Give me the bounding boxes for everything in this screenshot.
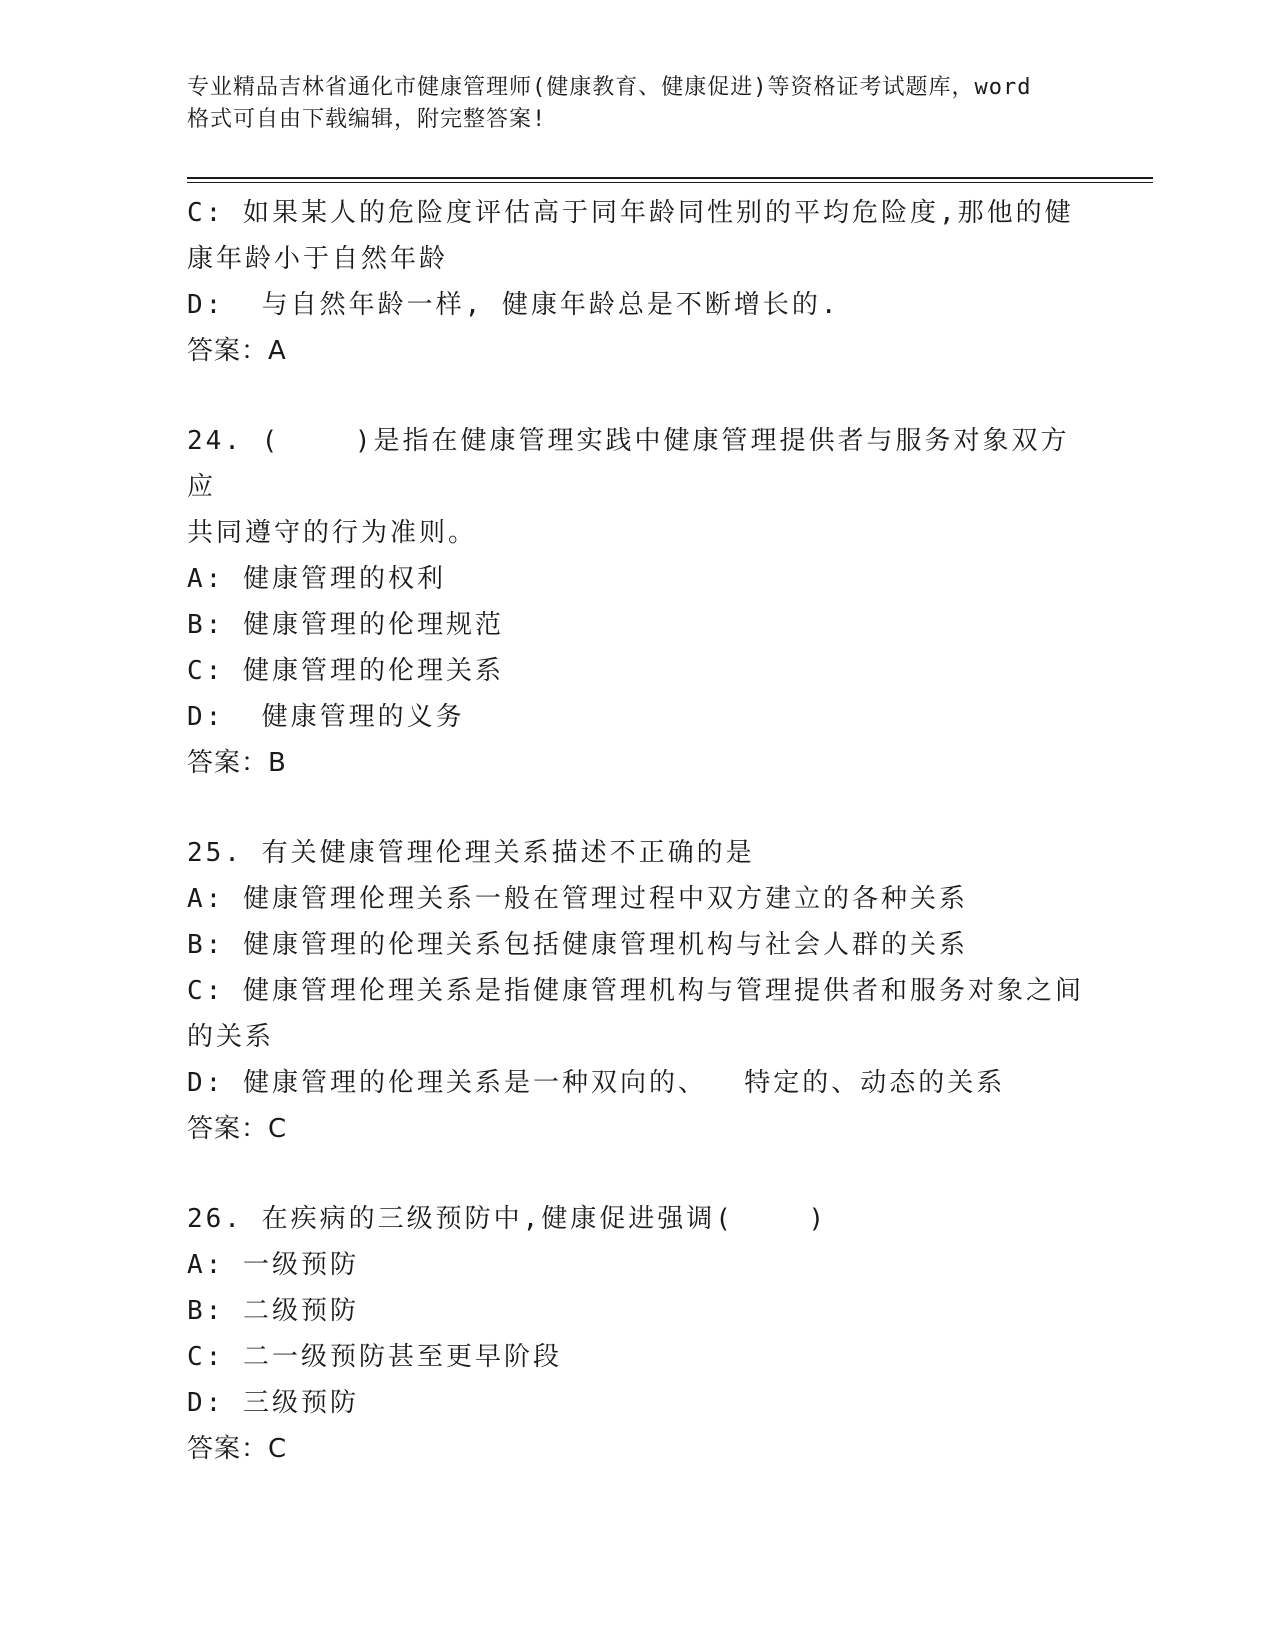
question-block-25 — [187, 830, 1087, 1152]
answer-line: 答案：C — [187, 1114, 288, 1144]
option-c-line-1: C: 健康管理伦理关系是指健康管理机构与管理提供者和服务对象之间 — [187, 976, 1084, 1006]
block-spacer — [187, 1152, 1087, 1196]
option-d: D: 三级预防 — [187, 1388, 359, 1418]
header-line-2: 格式可自由下载编辑，附完整答案! — [187, 107, 547, 132]
question-text-line-1: 24. ( )是指在健康管理实践中健康管理提供者与服务对象双方应 — [187, 426, 1070, 502]
option-b: B: 健康管理的伦理规范 — [187, 610, 504, 640]
question-text: 25. 有关健康管理伦理关系描述不正确的是 — [187, 838, 755, 868]
option-a: A: 一级预防 — [187, 1250, 359, 1280]
option-a: A: 健康管理的权利 — [187, 564, 446, 594]
answer-line: 答案：B — [187, 748, 287, 778]
option-d: D: 健康管理的义务 — [187, 702, 465, 732]
option-c-line-2: 康年龄小于自然年龄 — [187, 244, 449, 274]
header-line-1: 专业精品吉林省通化市健康管理师(健康教育、健康促进)等资格证考试题库，word — [187, 75, 1032, 100]
question-block-continued — [187, 190, 1087, 374]
option-a: A: 健康管理伦理关系一般在管理过程中双方建立的各种关系 — [187, 884, 968, 914]
question-block-26 — [187, 1196, 1087, 1472]
option-b: B: 二级预防 — [187, 1296, 359, 1326]
question-content — [187, 190, 1087, 1472]
answer-line: 答案：C — [187, 1434, 288, 1464]
header-rule-thin — [187, 182, 1153, 183]
block-spacer — [187, 374, 1087, 418]
option-c: C: 二一级预防甚至更早阶段 — [187, 1342, 562, 1372]
option-b: B: 健康管理的伦理关系包括健康管理机构与社会人群的关系 — [187, 930, 968, 960]
block-spacer — [187, 786, 1087, 830]
option-c: C: 健康管理的伦理关系 — [187, 656, 504, 686]
header-rule-thick — [187, 177, 1153, 179]
question-block-24 — [187, 418, 1087, 786]
document-header — [187, 72, 1087, 136]
question-text: 26. 在疾病的三级预防中,健康促进强调( ) — [187, 1204, 828, 1234]
question-text-line-2: 共同遵守的行为准则。 — [187, 518, 478, 548]
option-d: D: 健康管理的伦理关系是一种双向的、 特定的、动态的关系 — [187, 1068, 1006, 1098]
option-d: D: 与自然年龄一样, 健康年龄总是不断增长的. — [187, 290, 840, 320]
option-c-line-2: 的关系 — [187, 1022, 275, 1052]
option-c-line-1: C: 如果某人的危险度评估高于同年龄同性别的平均危险度,那他的健 — [187, 198, 1074, 228]
answer-line: 答案：A — [187, 336, 287, 366]
